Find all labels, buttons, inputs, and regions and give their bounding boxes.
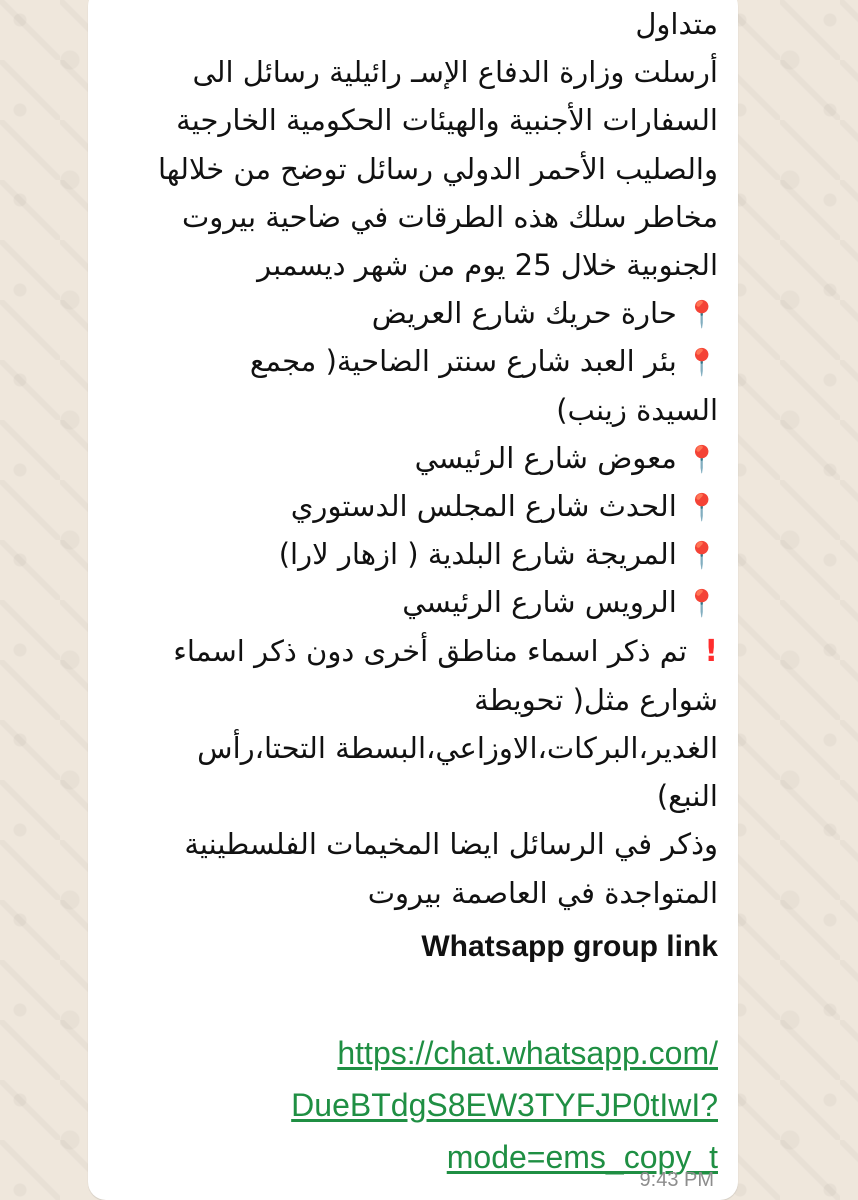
place-text: الحدث شارع المجلس الدستوري [290,489,677,524]
message-timestamp: 9:43 PM [639,1169,714,1191]
place-line [108,289,718,337]
place-text: بئر العبد شارع سنتر الضاحية( مجمع [249,344,677,379]
place-continuation: السيدة زينب) [556,392,718,427]
place-text: حارة حريك شارع العريض [371,296,677,331]
other-areas-text: تم ذكر اسماء مناطق أخرى دون ذكر اسماء [173,633,688,668]
url-line[interactable]: https://chat.whatsapp.com/ [337,1034,718,1071]
message-line: الجنوبية خلال 25 يوم من شهر ديسمبر [257,248,718,283]
other-areas-line: شوارع مثل( تحويطة [474,682,718,717]
round-pushpin-icon: 📍 [685,589,718,620]
red-exclamation-icon: ! [704,633,718,669]
other-areas-line: الغدير،البركات،الاوزاعي،البسطة التحتا،رأس [197,731,718,766]
message-line: السفارات الأجنبية والهيئات الحكومية الخارجية [176,103,718,138]
url-line[interactable]: DueBTdgS8EW3TYFJP0tIwI? [291,1086,718,1123]
message-body [108,0,718,1183]
place-text: الرويس شارع الرئيسي [402,585,677,620]
group-link-url[interactable] [108,1027,718,1183]
place-text: المريجة شارع البلدية ( ازهار لارا) [278,537,677,572]
round-pushpin-icon: 📍 [685,541,718,572]
place-line [108,482,718,530]
round-pushpin-icon: 📍 [685,300,718,331]
other-areas-line: النبع) [656,779,718,814]
camps-line: وذكر في الرسائل ايضا المخيمات الفلسطينية [184,827,718,862]
group-link-title: Whatsapp group link [421,929,718,963]
place-line [108,530,718,578]
round-pushpin-icon: 📍 [685,493,718,524]
round-pushpin-icon: 📍 [685,444,718,475]
other-areas-line [108,627,718,676]
camps-line: المتواجدة في العاصمة بيروت [367,875,718,910]
place-line [108,337,718,385]
message-line: متداول [635,7,718,41]
url-line[interactable]: mode=ems_copy_t [446,1138,718,1175]
place-line [108,578,718,626]
message-spacer [108,973,718,1027]
message-bubble[interactable] [88,0,738,1200]
message-line: أرسلت وزارة الدفاع الإسـ رائيلية رسائل الى [192,55,718,90]
round-pushpin-icon: 📍 [685,348,718,379]
message-line: مخاطر سلك هذه الطرقات في ضاحية بيروت [181,199,718,234]
place-text: معوض شارع الرئيسي [414,440,677,475]
message-line: والصليب الأحمر الدولي رسائل توضح من خلالها [157,151,718,186]
place-line [108,434,718,482]
